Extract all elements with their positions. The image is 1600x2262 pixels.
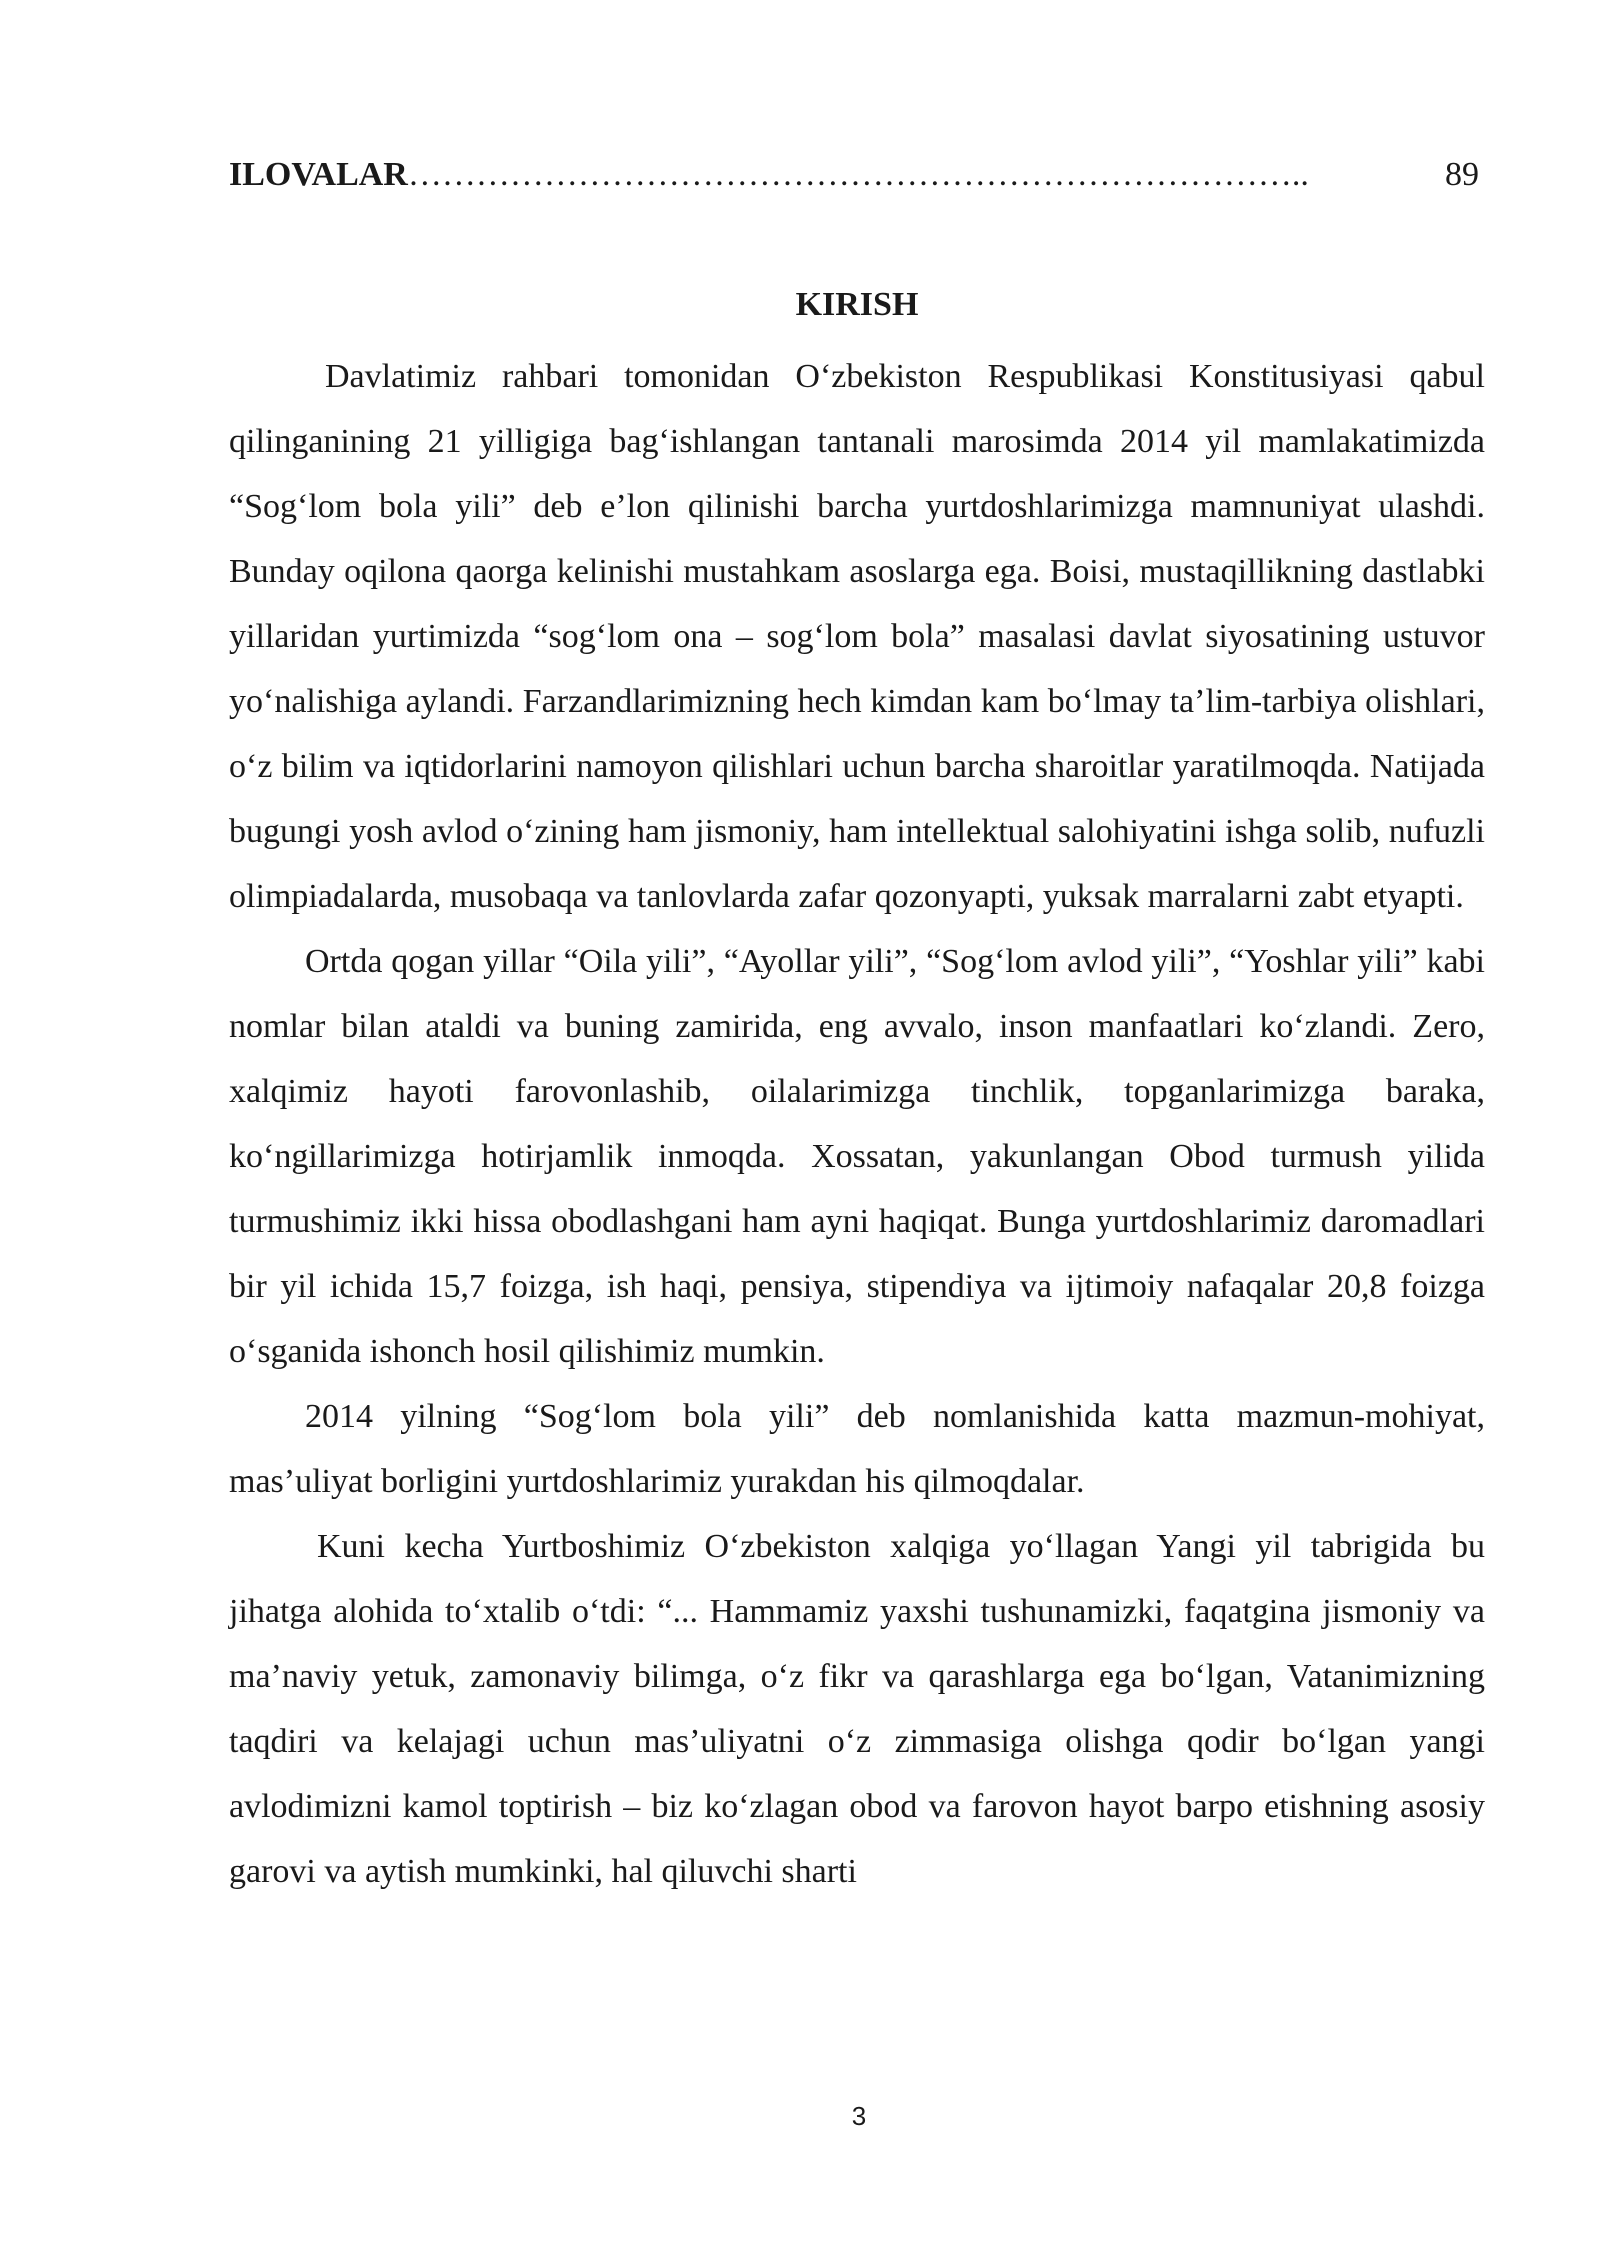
toc-entry-leader: ……………………………………………………………………..	[407, 156, 1309, 193]
paragraph: Davlatimiz rahbari tomonidan O‘zbekiston Respublikasi Konstitusiyasi qabul qilinganining 21 yilligiga bag‘ishlangan tantanali marosimda 2014 yil mamlakatimizda “Sog‘lom bola yili” deb e’lon qilinishi barcha yurtdoshlarimizga mamnuniyat ulashdi. Bunday oqilona qaorga kelinishi mustahkam asoslarga ega. Boisi, mustaqillikning dastlabki yillaridan yurtimizda “sog‘lom ona – sog‘lom bola” masalasi davlat siyosatining ustuvor yo‘nalishiga aylandi. Farzandlarimizning hech kimdan kam bo‘lmay ta’lim-tarbiya olishlari, o‘z bilim va iqtidorlarini namoyon qilishlari uchun barcha sharoitlar yaratilmoqda. Natijada bugungi yosh avlod o‘zining ham jismoniy, ham intellektual salohiyatini ishga solib, nufuzli olimpiadalarda, musobaqa va tanlovlarda zafar qozonyapti, yuksak marralarni zabt etyapti.	[229, 358, 1485, 915]
section-heading: KIRISH	[795, 286, 919, 323]
paragraph: Ortda qogan yillar “Oila yili”, “Ayollar yili”, “Sog‘lom avlod yili”, “Yoshlar yili” kabi nomlar bilan ataldi va buning zamirida, eng avvalo, inson manfaatlari ko‘zlandi. Zero, xalqimiz hayoti farovonlashib, oilalarimizga tinchlik, topganlarimizga baraka, ko‘ngillarimizga hotirjamlik inmoqda. Xossatan, yakunlangan Obod turmush yilida turmushimiz ikki hissa obodlashgani ham ayni haqiqat. Bunga yurtdoshlarimiz daromadlari bir yil ichida 15,7 foizga, ish haqi, pensiya, stipendiya va ijtimoiy nafaqalar 20,8 foizga o‘sganida ishonch hosil qilishimiz mumkin.	[229, 943, 1485, 1370]
toc-entry-label: ILOVALAR	[229, 156, 408, 193]
paragraph: Kuni kecha Yurtboshimiz O‘zbekiston xalqiga yo‘llagan Yangi yil tabrigida bu jihatga alohida to‘xtalib o‘tdi: “... Hammamiz yaxshi tushunamizki, faqatgina jismoniy va ma’naviy yetuk, zamonaviy bilimga, o‘z fikr va qarashlarga ega bo‘lgan, Vatanimizning taqdiri va kelajagi uchun mas’uliyatni o‘z zimmasiga olishga qodir bo‘lgan yangi avlodimizni kamol toptirish – biz ko‘zlagan obod va farovon hayot barpo etishning asosiy garovi va aytish mumkinki, hal qiluvchi sharti	[229, 1528, 1485, 1890]
body-text	[229, 344, 1485, 1904]
paragraph: 2014 yilning “Sog‘lom bola yili” deb nomlanishida katta mazmun-mohiyat, mas’uliyat borligini yurtdoshlarimiz yurakdan his qilmoqdalar.	[229, 1398, 1485, 1500]
page-number: 3	[851, 2101, 867, 2131]
toc-entry	[229, 150, 1479, 200]
toc-entry-page: 89	[1441, 150, 1479, 200]
